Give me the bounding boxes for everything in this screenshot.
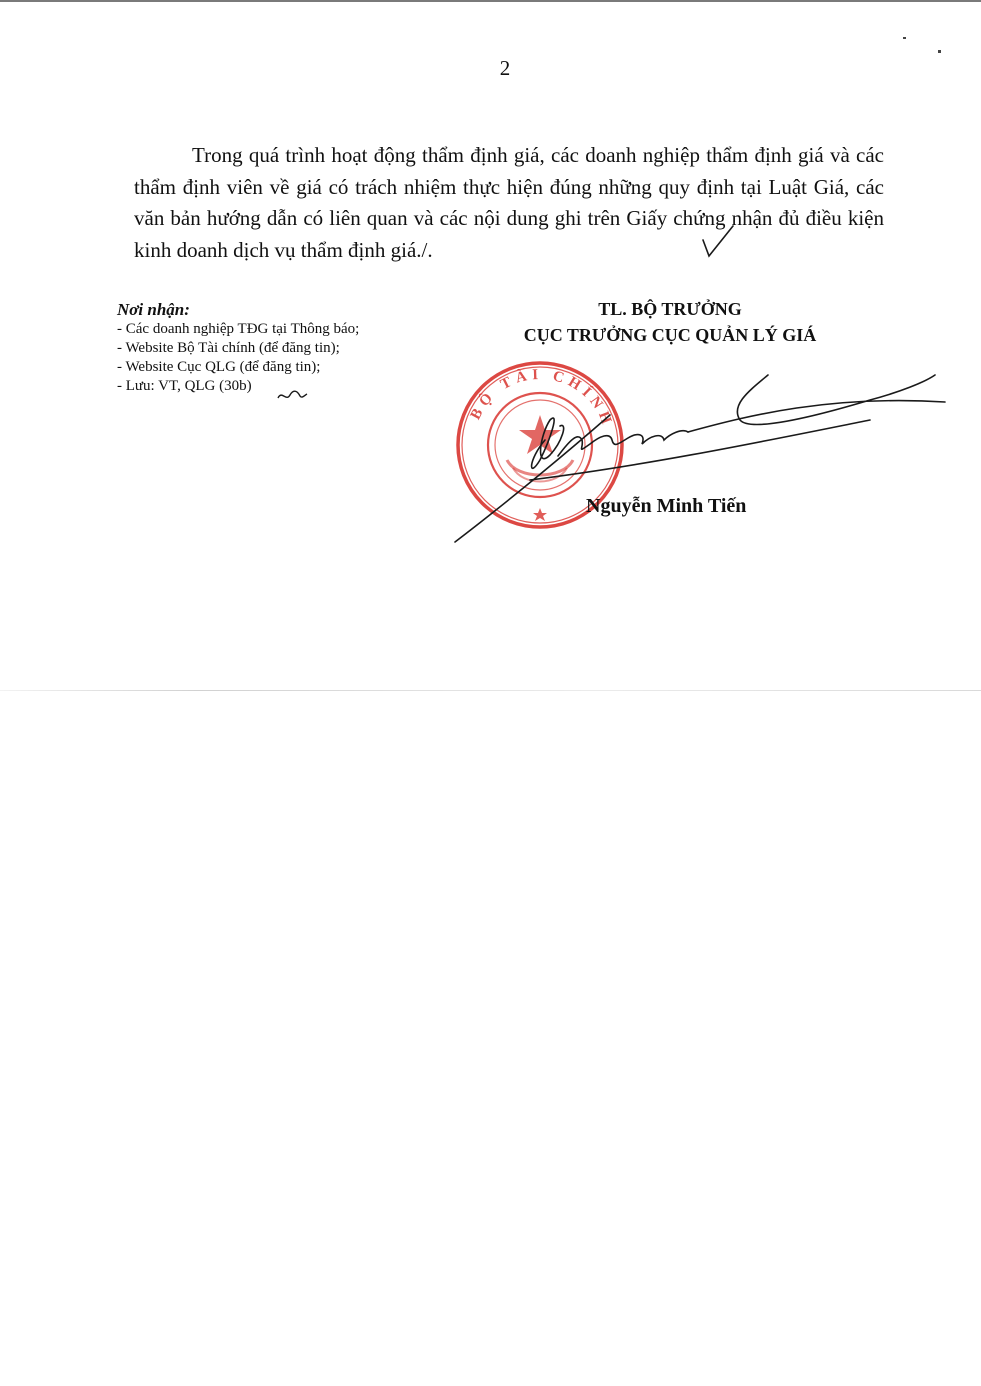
check-mark-icon bbox=[700, 222, 736, 262]
recipient-item: - Các doanh nghiệp TĐG tại Thông báo; bbox=[117, 321, 360, 337]
scan-top-edge bbox=[0, 0, 981, 2]
signature-title-line1: TL. BỘ TRƯỞNG bbox=[598, 299, 742, 319]
recipient-item: - Lưu: VT, QLG (30b) bbox=[117, 378, 252, 394]
handwritten-signature bbox=[450, 360, 950, 550]
recipients-list bbox=[117, 300, 359, 396]
body-paragraph: Trong quá trình hoạt động thẩm định giá, các doanh nghiệp thẩm định giá và các thẩm định viên về giá có trách nhiệm thực hiện đúng những quy định tại Luật Giá, các văn bản hướng dẫn có liên quan và các nội dung ghi trên Giấy chứng nhận đủ điều kiện kinh doanh dịch vụ thẩm định giá./. bbox=[134, 143, 884, 262]
recipients-title: Nơi nhận: bbox=[117, 300, 190, 319]
handwritten-initials bbox=[276, 386, 308, 404]
signature-block bbox=[470, 296, 870, 348]
signer-name: Nguyễn Minh Tiến bbox=[586, 495, 747, 517]
recipient-item: - Website Bộ Tài chính (để đăng tin); bbox=[117, 340, 340, 356]
scan-fold-line bbox=[0, 690, 981, 691]
scan-speck bbox=[938, 50, 941, 53]
seal-text: BỘ TÀI CHÍNH bbox=[467, 366, 616, 431]
page-number: 2 bbox=[499, 56, 511, 80]
signature-title-line2: CỤC TRƯỞNG CỤC QUẢN LÝ GIÁ bbox=[523, 325, 817, 345]
recipient-item: - Website Cục QLG (để đăng tin); bbox=[117, 359, 321, 375]
scan-speck bbox=[903, 37, 906, 39]
